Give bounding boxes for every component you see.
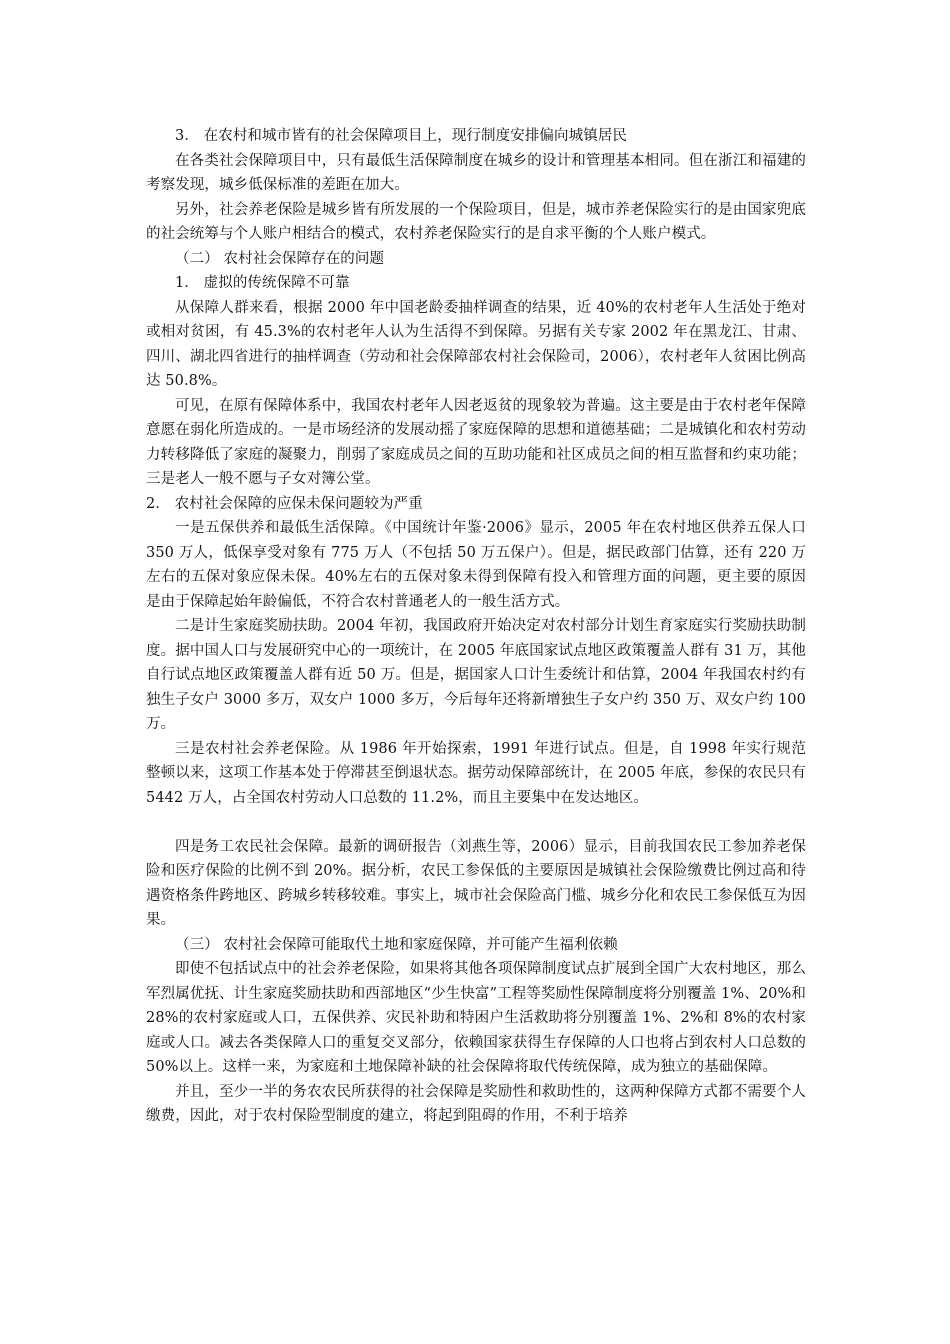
section-heading-3-dependency: （三） 农村社会保障可能取代土地和家庭保障，并可能产生福利依赖 xyxy=(175,936,618,953)
paragraph: 可见，在原有保障体系中，我国农村老年人因老返贫的现象较为普遍。这主要是由于农村老年保障意愿在弱化所造成的。一是市场经济的发展动摇了家庭保障的思想和道德基础；二是城镇化和农村劳动力转移降低了家庭的凝聚力，削弱了家庭成员之间的互助功能和社区成员之间的相互监督和约束功能；三是老人一般不愿与子女对簿公堂。 xyxy=(146,397,806,487)
paragraph: 并且，至少一半的务农农民所获得的社会保障是奖励性和救助性的，这两种保障方式都不需要个人缴费，因此，对于农村保险型制度的建立，将起到阻碍的作用，不利于培养 xyxy=(146,1083,806,1124)
paragraph: 从保障人群来看，根据 2000 年中国老龄委抽样调查的结果，近 40%的农村老年人生活处于绝对或相对贫困，有 45.3%的农村老年人认为生活得不到保障。另据有关专家 2002 年在黑龙江、甘肃、四川、湖北四省进行的抽样调查（劳动和社会保障部农村社会保险司，2006），农村老年人贫困比例高达 50.8%。 xyxy=(146,299,806,389)
paragraph: 三是农村社会养老保险。从 1986 年开始探索，1991 年进行试点。但是，自 1998 年实行规范整顿以来，这项工作基本处于停滞甚至倒退状态。据劳动保障部统计，在 2005 年底，参保的农民只有 5442 万人，占全国农村劳动人口总数的 11.2%，而且主要集中在发达地区。 xyxy=(146,740,806,806)
paragraph: 二是计生家庭奖励扶助。2004 年初，我国政府开始决定对农村部分计划生育家庭实行奖励扶助制度。据中国人口与发展研究中心的一项统计，在 2005 年底国家试点地区政策覆盖人群有 31 万，其他自行试点地区政策覆盖人群有近 50 万。但是，据国家人口计生委统计和估算，2004 年我国农村约有独生子女户 3000 多万，双女户 1000 多万，今后每年还将新增独生子女户约 350 万、双女户约 100 万。 xyxy=(146,618,806,732)
paragraph: 在各类社会保障项目中，只有最低生活保障制度在城乡的设计和管理基本相同。但在浙江和福建的考察发现，城乡低保标准的差距在加大。 xyxy=(146,152,806,193)
section-heading-3: 3． 在农村和城市皆有的社会保障项目上，现行制度安排偏向城镇居民 xyxy=(175,128,628,144)
paragraph: 四是务工农民社会保障。最新的调研报告（刘燕生等，2006）显示，目前我国农民工参加养老保险和医疗保险的比例不到 20%。据分析，农民工参保低的主要原因是城镇社会保险缴费比例过高和待遇资格条件跨地区、跨城乡转移较难。事实上，城市社会保险高门槛、城乡分化和农民工参保低互为因果。 xyxy=(146,838,806,928)
section-heading-2-problems: （二） 农村社会保障存在的问题 xyxy=(175,250,385,267)
paragraph: 另外，社会养老保险是城乡皆有所发展的一个保险项目，但是，城市养老保险实行的是由国家兜底的社会统筹与个人账户相结合的模式，农村养老保险实行的是自求平衡的个人账户模式。 xyxy=(146,201,806,242)
paragraph: 即使不包括试点中的社会养老保险，如果将其他各项保障制度试点扩展到全国广大农村地区，那么军烈属优抚、计生家庭奖励扶助和西部地区“少生快富”工程等奖励性保障制度将分别覆盖 1%、20%和 28%的农村家庭或人口，五保供养、灾民补助和特困户生活救助将分别覆盖 1%、2%和 8%的农村家庭或人口。减去各类保障人口的重复交叉部分，依赖国家获得生存保障的人口也将占到农村人口总数的 50%以上。这样一来，为家庭和土地保障补缺的社会保障将取代传统保障，成为独立的基础保障。 xyxy=(146,961,806,1075)
subsection-heading-1: 1． 虚拟的传统保障不可靠 xyxy=(175,275,350,291)
document-body xyxy=(146,124,806,1129)
blank-line xyxy=(146,810,806,835)
subsection-heading-2: 2． 农村社会保障的应保未保问题较为严重 xyxy=(146,495,423,512)
paragraph: 一是五保供养和最低生活保障。《中国统计年鉴·2006》显示，2005 年在农村地区供养五保人口 350 万人，低保享受对象有 775 万人（不包括 50 万五保户）。但是，据民政部门估算，还有 220 万左右的五保对象应保未保。40%左右的五保对象未得到保障有投入和管理方面的问题，更主要的原因是由于保障起始年龄偏低，不符合农村普通老人的一般生活方式。 xyxy=(146,520,806,610)
